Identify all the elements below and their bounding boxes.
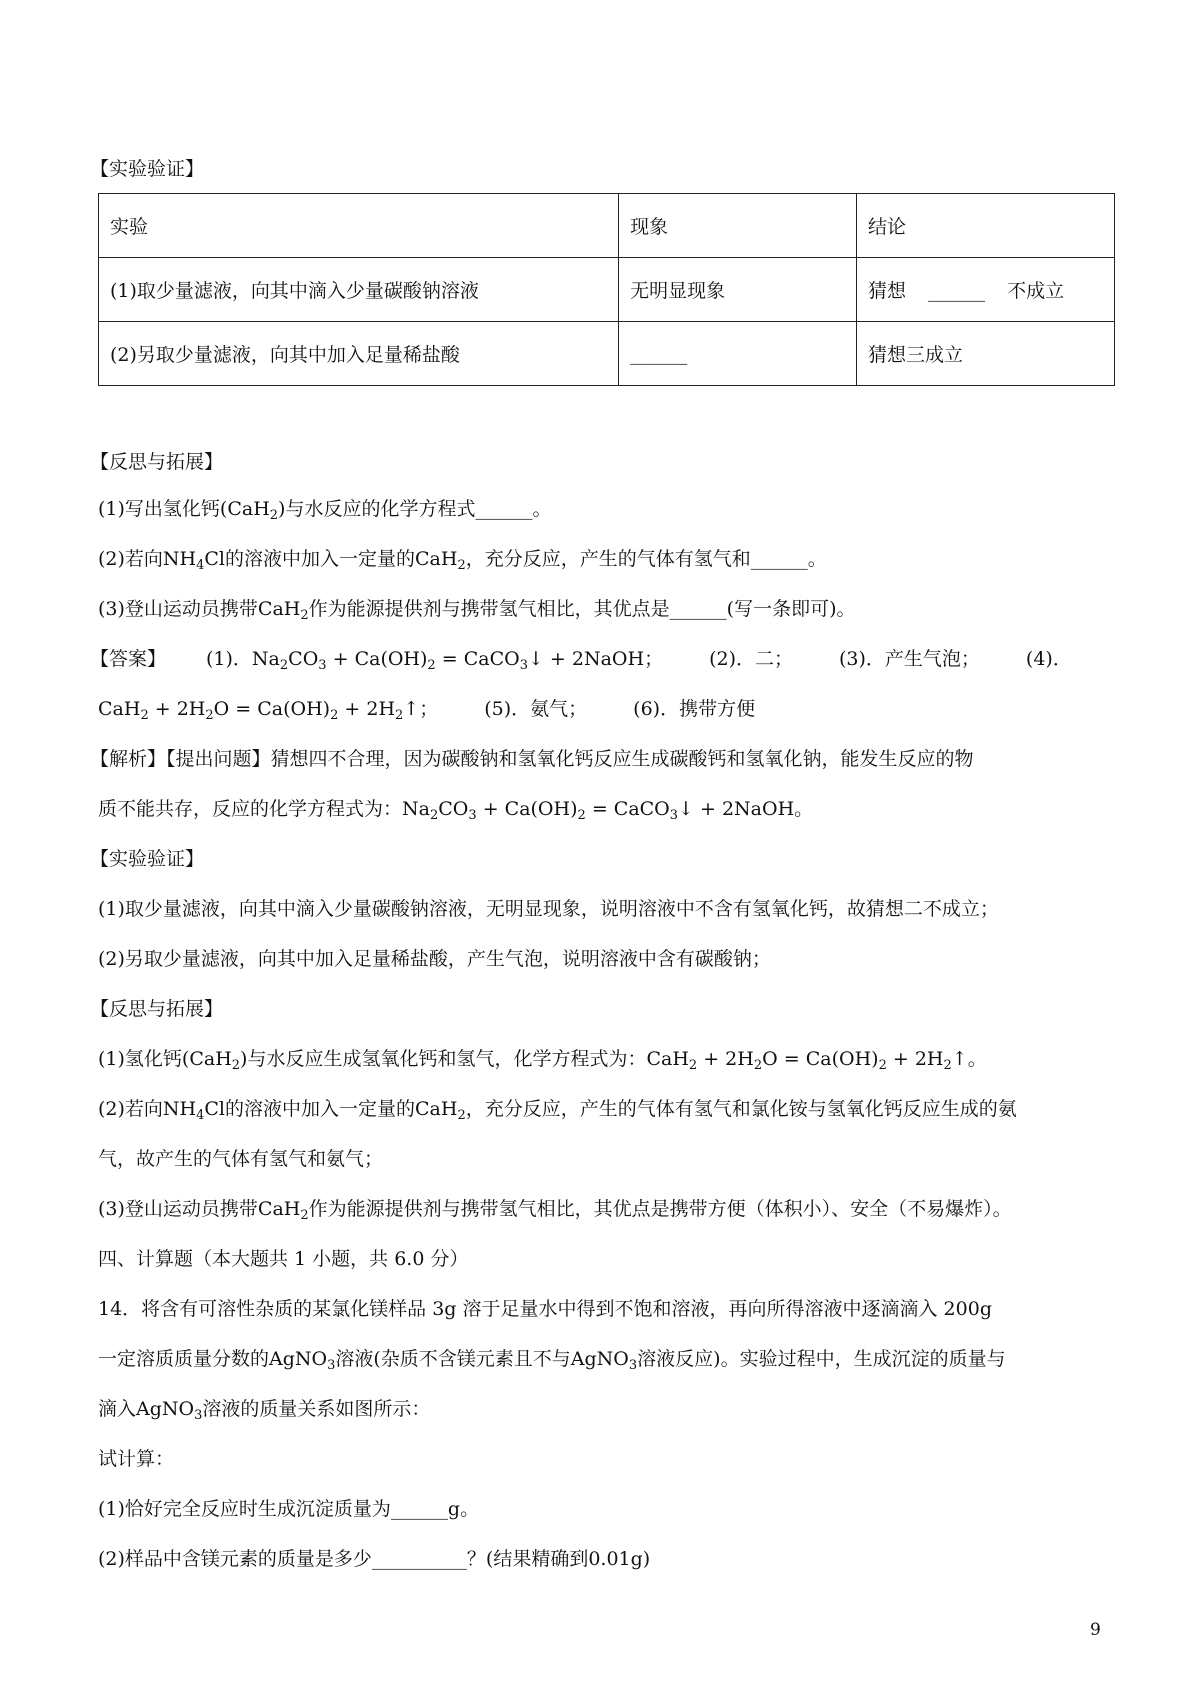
text: = CaCO: [585, 798, 670, 820]
text: ，充分反应，产生的气体有氢气和: [465, 548, 751, 570]
question-line: [98, 1397, 1108, 1421]
text: 作为能源提供剂与携带氢气相比，其优点是携带方便（体积小）、安全（不易爆炸）。: [308, 1198, 1012, 1220]
text: ↑；: [403, 698, 439, 720]
table-row: [99, 322, 1115, 386]
text: ？(结果精确到0.01g): [466, 1548, 651, 1570]
page-number: 9: [1090, 1620, 1101, 1640]
text: (4)．: [1025, 648, 1072, 670]
text: + 2H: [886, 1048, 944, 1070]
subscript: 3: [318, 658, 327, 673]
subscript: 2: [300, 1208, 309, 1223]
analysis-line: [98, 797, 1108, 821]
text: 作为能源提供剂与携带氢气相比，其优点是: [308, 598, 670, 620]
answer-blank: ______: [475, 498, 533, 520]
answer-blank: __________: [371, 1548, 467, 1570]
subscript: 3: [327, 1358, 336, 1373]
text: (3)登山运动员携带CaH: [98, 1198, 301, 1220]
text: (1)写出氢化钙(CaH: [98, 498, 270, 520]
table-header-cell: 现象: [619, 194, 857, 258]
conclusion-text: 猜想: [867, 280, 906, 302]
text: (3)登山运动员携带CaH: [98, 598, 301, 620]
subscript: 2: [753, 1058, 763, 1073]
text: )与水反应的化学方程式: [278, 498, 476, 520]
analysis-line: [98, 1097, 1108, 1121]
subscript: 2: [577, 808, 586, 823]
subscript: 2: [429, 808, 439, 823]
answer-blank: ______: [750, 548, 808, 570]
subscript: 4: [196, 1108, 205, 1123]
subscript: 2: [427, 658, 436, 673]
question-line: [98, 547, 1108, 571]
subscript: 2: [205, 708, 214, 723]
text: ↓ + 2NaOH；: [527, 648, 664, 670]
answer-blank: ______: [619, 322, 857, 386]
section-heading-reflection: 【反思与拓展】: [90, 998, 224, 1020]
subscript: 2: [269, 508, 279, 523]
text: CO: [288, 648, 319, 670]
text: 滴入AgNO: [98, 1398, 195, 1420]
question-line: 试计算：: [98, 1448, 175, 1470]
text: + 2H: [338, 698, 396, 720]
subscript: 2: [457, 558, 466, 573]
text: (1)恰好完全反应时生成沉淀质量为: [98, 1498, 391, 1520]
table-cell-conclusion: [856, 258, 1114, 322]
conclusion-text: 不成立: [1007, 280, 1065, 302]
table-header-cell: 结论: [856, 194, 1114, 258]
subscript: 3: [194, 1408, 203, 1423]
subscript: 2: [943, 1058, 952, 1073]
text: (1)氢化钙(CaH: [98, 1048, 232, 1070]
table-cell-experiment: (1)取少量滤液，向其中滴入少量碳酸钠溶液: [99, 258, 619, 322]
text: 溶液反应)。实验过程中，生成沉淀的质量与: [637, 1348, 1006, 1370]
table-header-row: [99, 194, 1115, 258]
question-line: 14．将含有可溶性杂质的某氯化镁样品 3g 溶于足量水中得到不饱和溶液，再向所得溶液中逐滴滴入 200g: [98, 1298, 992, 1320]
text: Cl的溶液中加入一定量的CaH: [204, 548, 458, 570]
section-heading-experiment: 【实验验证】: [90, 158, 205, 180]
subscript: 3: [468, 808, 477, 823]
analysis-line: [98, 1047, 1108, 1071]
text: 一定溶质质量分数的AgNO: [98, 1348, 328, 1370]
subscript: 2: [457, 1108, 466, 1123]
section-heading-experiment: 【实验验证】: [90, 848, 205, 870]
analysis-line: 气，故产生的气体有氢气和氨气；: [98, 1148, 384, 1170]
text: 。: [532, 498, 552, 520]
subscript: 2: [300, 608, 309, 623]
experiment-table: [98, 193, 1115, 386]
text: O = Ca(OH): [762, 1048, 879, 1070]
subscript: 2: [878, 1058, 887, 1073]
question-line: [98, 597, 1108, 621]
subscript: 3: [669, 808, 679, 823]
text: 质不能共存，反应的化学方程式为：Na: [98, 798, 430, 820]
subscript: 3: [519, 658, 528, 673]
subscript: 4: [196, 558, 205, 573]
analysis-line: [98, 1197, 1108, 1221]
subscript: 2: [395, 708, 404, 723]
table-cell-phenomenon: 无明显现象: [619, 258, 857, 322]
table-header-cell: 实验: [99, 194, 619, 258]
text: + Ca(OH): [326, 648, 428, 670]
analysis-line: 【解析】【提出问题】猜想四不合理，因为碳酸钠和氢氧化钙反应生成碳酸钙和氢氧化钠，能发生反应的物: [90, 748, 974, 770]
analysis-line: (2)另取少量滤液，向其中加入足量稀盐酸，产生气泡，说明溶液中含有碳酸钠；: [98, 948, 771, 970]
text: CaH: [98, 698, 141, 720]
table-cell-conclusion: 猜想三成立: [856, 322, 1114, 386]
answer-blank: ______: [390, 1498, 448, 1520]
text: 溶液的质量关系如图所示：: [202, 1398, 431, 1420]
text: ，充分反应，产生的气体有氢气和氯化铵与氢氧化钙反应生成的氨: [465, 1098, 1017, 1120]
text: (3)．产生气泡；: [839, 648, 980, 670]
table-cell-experiment: (2)另取少量滤液，向其中加入足量稀盐酸: [99, 322, 619, 386]
text: Cl的溶液中加入一定量的CaH: [204, 1098, 458, 1120]
text: 溶液(杂质不含镁元素且不与AgNO: [335, 1348, 629, 1370]
text: 。: [807, 548, 827, 570]
subscript: 3: [628, 1358, 638, 1373]
subscript: 2: [140, 708, 149, 723]
question-line: [98, 1497, 1108, 1521]
answer-blank: ______: [928, 280, 986, 302]
text: (2)若向NH: [98, 548, 197, 570]
answer-line: [98, 697, 1108, 721]
question-line: [98, 1347, 1108, 1371]
question-line: [98, 497, 1108, 521]
text: ↑。: [951, 1048, 987, 1070]
analysis-line: (1)取少量滤液，向其中滴入少量碳酸钠溶液，无明显现象，说明溶液中不含有氢氧化钙，故猜想二不成立；: [98, 898, 999, 920]
text: + 2H: [697, 1048, 754, 1070]
text: CO: [438, 798, 469, 820]
subscript: 2: [330, 708, 339, 723]
text: (1)．Na: [206, 648, 280, 670]
section-title: 四、计算题（本大题共 1 小题，共 6.0 分）: [98, 1248, 469, 1270]
text: (6)．携带方便: [633, 698, 756, 720]
text: )与水反应生成氢氧化钙和氢气，化学方程式为：CaH: [240, 1048, 689, 1070]
text: + Ca(OH): [476, 798, 578, 820]
question-line: [98, 1547, 1108, 1571]
answer-line: [90, 647, 1100, 671]
text: O = Ca(OH): [213, 698, 331, 720]
answer-label: 【答案】: [90, 648, 167, 670]
subscript: 2: [231, 1058, 241, 1073]
table-row: [99, 258, 1115, 322]
text: (2)样品中含镁元素的质量是多少: [98, 1548, 372, 1570]
text: + 2H: [148, 698, 206, 720]
text: (2)．二；: [709, 648, 793, 670]
subscript: 2: [688, 1058, 698, 1073]
text: (5)．氨气；: [484, 698, 588, 720]
text: g。: [447, 1498, 480, 1520]
text: (2)若向NH: [98, 1098, 197, 1120]
section-heading-reflection: 【反思与拓展】: [90, 451, 224, 473]
text: = CaCO: [435, 648, 520, 670]
subscript: 2: [279, 658, 289, 673]
text: ↓ + 2NaOH。: [678, 798, 814, 820]
text: (写一条即可)。: [726, 598, 856, 620]
answer-blank: ______: [669, 598, 727, 620]
